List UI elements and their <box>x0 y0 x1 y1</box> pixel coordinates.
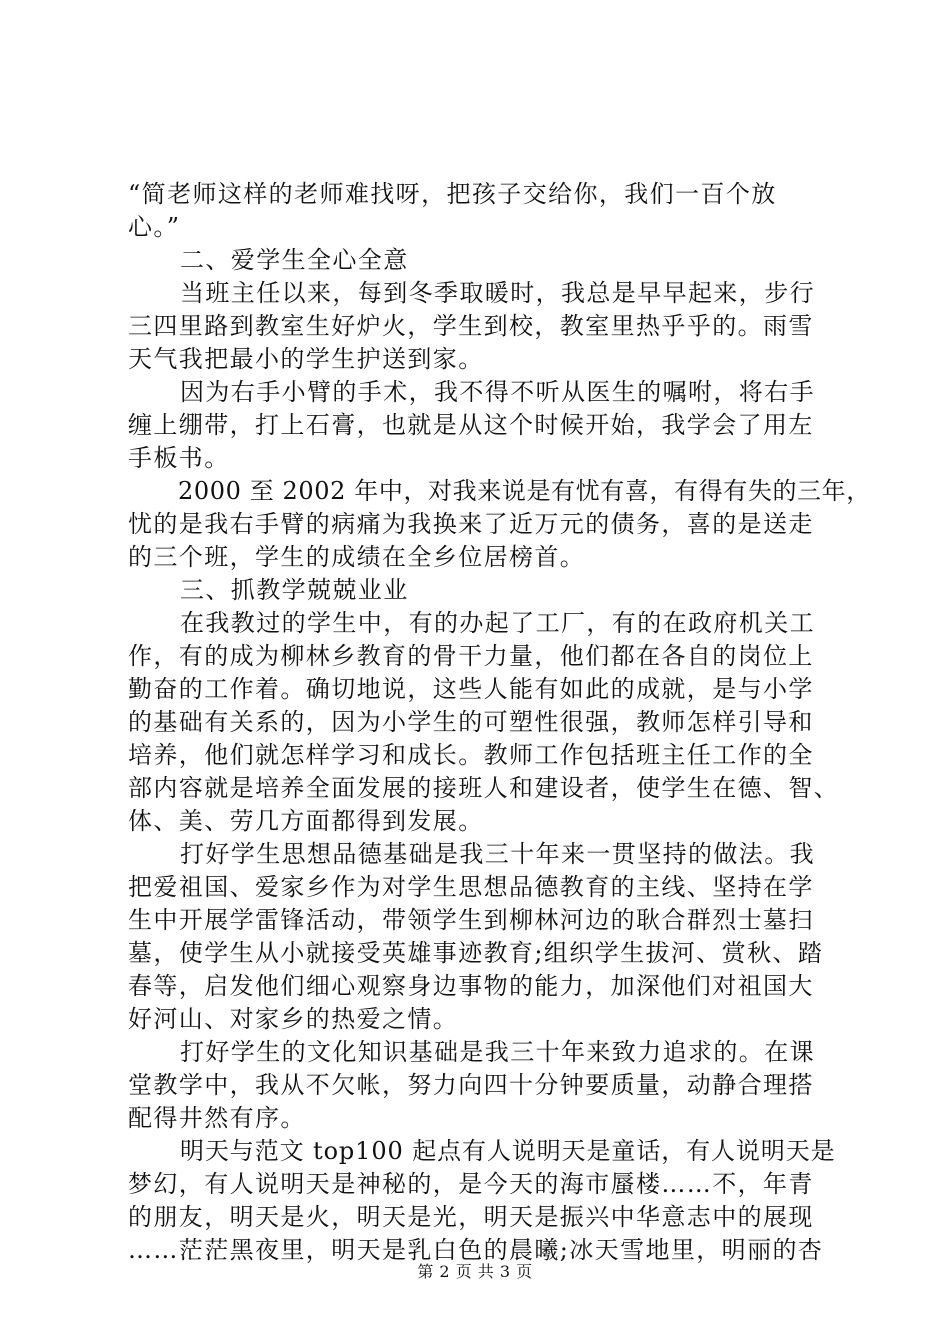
text-line: 手板书。 <box>128 444 230 472</box>
text-line: 的三个班，学生的成绩在全乡位居榜首。 <box>128 543 586 571</box>
text-line: ……茫茫黑夜里，明天是乳白色的晨曦;冰天雪地里，明丽的杏 <box>128 1236 824 1264</box>
section-heading: 三、抓教学兢兢业业 <box>180 576 409 604</box>
text-line: 配得井然有序。 <box>128 1104 306 1132</box>
text-line: 缠上绷带，打上石膏，也就是从这个时候开始，我学会了用左 <box>128 411 814 439</box>
text-line: 体、美、劳几方面都得到发展。 <box>128 807 484 835</box>
text-line: 忧的是我右手臂的病痛为我换来了近万元的债务，喜的是送走 <box>128 510 814 538</box>
text-line: 好河山、对家乡的热爱之情。 <box>128 1005 459 1033</box>
text-line: 作，有的成为柳林乡教育的骨干力量，他们都在各自的岗位上 <box>128 642 814 670</box>
text-line: 2000 至 2002 年中，对我来说是有忧有喜，有得有失的三年， <box>178 477 871 505</box>
text-line: 勤奋的工作着。确切地说，这些人能有如此的成就，是与小学 <box>128 675 814 703</box>
section-heading: 二、爱学生全心全意 <box>180 246 409 274</box>
text-line: 墓，使学生从小就接受英雄事迹教育;组织学生拔河、赏秋、踏 <box>128 939 824 967</box>
text-line: 在我教过的学生中，有的办起了工厂，有的在政府机关工 <box>180 609 815 637</box>
text-line: 的基础有关系的，因为小学生的可塑性很强，教师怎样引导和 <box>128 708 814 736</box>
page-number-footer: 第 2 页 共 3 页 <box>417 1262 533 1281</box>
text-line: 打好学生思想品德基础是我三十年来一贯坚持的做法。我 <box>180 840 815 868</box>
text-line: 把爱祖国、爱家乡作为对学生思想品德教育的主线、坚持在学 <box>128 873 814 901</box>
text-line: 的朋友，明天是火，明天是光，明天是振兴中华意志中的展现 <box>128 1203 814 1231</box>
text-line: 三四里路到教室生好炉火，学生到校，教室里热乎乎的。雨雪 <box>128 312 814 340</box>
text-line: “简老师这样的老师难找呀，把孩子交给你，我们一百个放 <box>128 180 777 208</box>
text-line: 堂教学中，我从不欠帐，努力向四十分钟要质量，动静合理搭 <box>128 1071 814 1099</box>
text-line: 因为右手小臂的手术，我不得不听从医生的嘱咐，将右手 <box>180 378 815 406</box>
text-line: 天气我把最小的学生护送到家。 <box>128 345 484 373</box>
text-line: 当班主任以来，每到冬季取暖时，我总是早早起来，步行 <box>180 279 815 307</box>
text-line: 明天与范文 top100 起点有人说明天是童话，有人说明天是 <box>180 1137 836 1165</box>
text-line: 春等，启发他们细心观察身边事物的能力，加深他们对祖国大 <box>128 972 814 1000</box>
text-line: 心。” <box>128 213 181 241</box>
text-line: 培养，他们就怎样学习和成长。教师工作包括班主任工作的全 <box>128 741 814 769</box>
text-line: 生中开展学雷锋活动，带领学生到柳林河边的耿合群烈士墓扫 <box>128 906 814 934</box>
text-line: 梦幻，有人说明天是神秘的，是今天的海市蜃楼……不，年青 <box>128 1170 814 1198</box>
text-line: 部内容就是培养全面发展的接班人和建设者，使学生在德、智、 <box>128 774 840 802</box>
text-line: 打好学生的文化知识基础是我三十年来致力追求的。在课 <box>180 1038 815 1066</box>
